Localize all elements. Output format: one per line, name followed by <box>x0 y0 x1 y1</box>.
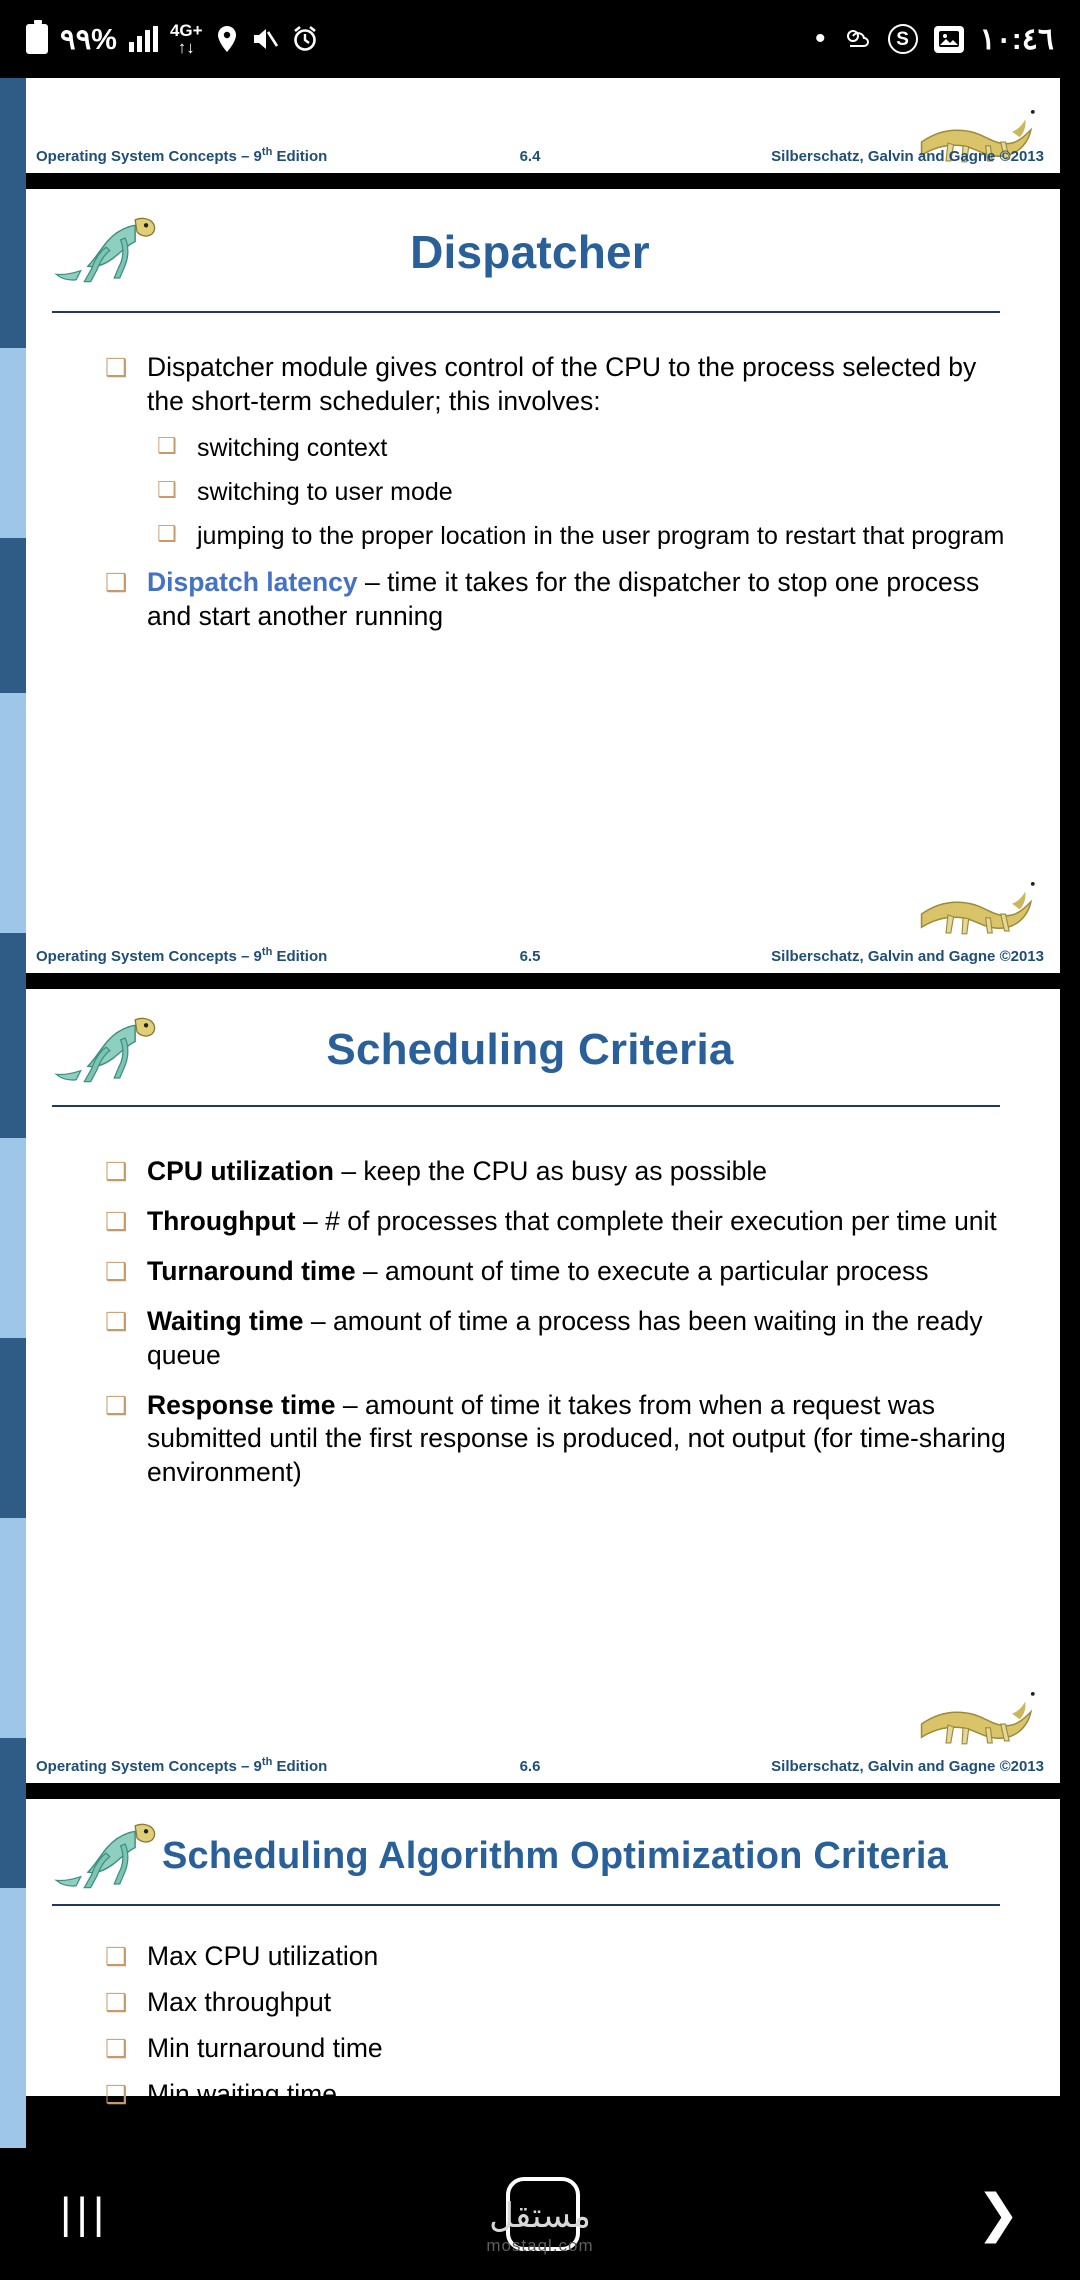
back-button[interactable]: ❯ <box>976 2185 1020 2243</box>
slide-title: Dispatcher <box>410 226 650 278</box>
slide-gap <box>0 176 1080 186</box>
slide-title: Scheduling Algorithm Optimization Criteria <box>161 1835 949 1877</box>
battery-percent-label: ٩٩% <box>60 23 117 56</box>
slide-dispatcher[interactable] <box>0 186 1060 976</box>
footer-left-label: Operating System Concepts – 9th Edition <box>36 146 328 165</box>
recents-button[interactable]: ||| <box>60 2189 110 2238</box>
bullet-text: – amount of time a process has been waiting in the ready queue <box>147 1305 983 1370</box>
bullet-marker-icon: ❑ <box>105 353 128 382</box>
footer-page-number: 6.4 <box>519 148 541 165</box>
bullet-marker-icon: ❑ <box>157 433 177 459</box>
bullet-text: switching to user mode <box>197 477 453 506</box>
footer-right-label: Silberschatz, Galvin and Gagne ©2013 <box>771 148 1044 165</box>
bullet-marker-icon: ❑ <box>157 477 177 503</box>
dinosaur-logo-icon <box>48 207 166 289</box>
pdf-viewport[interactable] <box>0 78 1080 2148</box>
bullet-marker-icon: ❑ <box>105 1987 128 2017</box>
slide-gap <box>0 976 1080 986</box>
bullet-item <box>105 351 1020 419</box>
footer-left-label: Operating System Concepts – 9th Edition <box>36 946 328 965</box>
network-4g-icon: 4G+ ↑↓ <box>169 21 203 57</box>
bullet-text: Max CPU utilization <box>147 1941 379 1971</box>
title-divider <box>52 1904 1000 1906</box>
bullet-text: Dispatcher module gives control of the CPU to the process selected by the short-term scheduler; this involves: <box>147 352 977 416</box>
location-icon <box>215 25 239 53</box>
bullet-marker-icon: ❑ <box>105 1942 128 1971</box>
signal-bars-icon <box>129 26 158 52</box>
bullet-text: Min turnaround time <box>147 2032 383 2063</box>
page-edge-rail <box>0 78 26 2148</box>
status-bar <box>0 0 1080 78</box>
bullet-text: – # of processes that complete their execution per time unit <box>295 1205 997 1236</box>
bullet-item <box>105 1940 1020 1974</box>
slide-body <box>0 351 1060 634</box>
status-bar-left <box>26 22 319 57</box>
bullet-marker-icon: ❑ <box>105 1206 128 1236</box>
status-bar-right <box>815 22 1054 57</box>
bullet-item <box>105 1205 1020 1239</box>
bullet-keyword: Dispatch latency <box>147 566 358 597</box>
footer-right-label: Silberschatz, Galvin and Gagne ©2013 <box>771 948 1044 965</box>
footer-left-label: Operating System Concepts – 9th Edition <box>36 1756 328 1775</box>
bullet-term: Turnaround time <box>147 1255 356 1286</box>
bullet-text: – keep the CPU as busy as possible <box>333 1156 768 1186</box>
alarm-icon <box>291 25 319 53</box>
bullet-item <box>105 1986 1020 2020</box>
bullet-term: CPU utilization <box>147 1156 334 1186</box>
watermark-site-label: mostaql.com <box>486 2236 594 2255</box>
slide-scheduling-criteria[interactable] <box>0 986 1060 1786</box>
bullet-item <box>105 1305 1020 1373</box>
slide-optimization-criteria[interactable] <box>0 1796 1060 2109</box>
bullet-text: – time it takes for the dispatcher to stop one process and start another running <box>147 566 980 631</box>
slide-6-4[interactable] <box>0 78 1060 176</box>
slide-body <box>0 1940 1060 2112</box>
bullet-marker-icon: ❑ <box>105 1306 128 1336</box>
title-divider <box>52 311 1000 313</box>
title-divider <box>52 1105 1000 1107</box>
slide-footer <box>0 137 1060 165</box>
dinosaur-logo-icon <box>914 1675 1046 1749</box>
dinosaur-logo-icon <box>48 1007 166 1089</box>
bullet-marker-icon: ❑ <box>105 1157 128 1186</box>
dinosaur-logo-icon <box>914 865 1046 939</box>
bullet-text: Min waiting time <box>147 2078 337 2109</box>
system-navigation-bar <box>0 2148 1080 2280</box>
weather-icon <box>842 26 872 52</box>
footer-right-label: Silberschatz, Galvin and Gagne ©2013 <box>771 1758 1044 1775</box>
mute-icon <box>251 26 279 52</box>
slide-footer <box>0 937 1060 965</box>
bullet-marker-icon: ❑ <box>105 2033 128 2063</box>
bullet-item <box>105 1255 1020 1289</box>
clock-label: ١٠:٤٦ <box>979 22 1054 56</box>
bullet-item <box>105 2078 1020 2112</box>
footer-page-number: 6.6 <box>519 1758 541 1775</box>
bullet-item <box>105 1155 1020 1189</box>
bullet-marker-icon: ❑ <box>105 2079 128 2109</box>
slide-body <box>0 1155 1060 1490</box>
bullet-text: Max throughput <box>147 1986 332 2017</box>
bullet-item <box>105 1389 1020 1491</box>
skype-icon: S <box>888 24 918 54</box>
bullet-text: switching context <box>197 433 388 462</box>
dot-icon: • <box>815 22 826 55</box>
bullet-text: – amount of time it takes from when a request was submitted until the first response is produced, not output (for time-sharing environment) <box>147 1389 1006 1488</box>
bullet-marker-icon: ❑ <box>105 1390 128 1420</box>
dinosaur-logo-icon <box>48 1813 166 1895</box>
bullet-term: Response time <box>147 1389 336 1420</box>
battery-icon <box>26 24 48 54</box>
bullet-marker-icon: ❑ <box>157 521 177 547</box>
gallery-icon <box>934 26 964 53</box>
bullet-item <box>105 566 1020 634</box>
footer-page-number: 6.5 <box>519 948 541 965</box>
slide-title: Scheduling Criteria <box>326 1025 734 1074</box>
bullet-item <box>105 2032 1020 2066</box>
bullet-marker-icon: ❑ <box>105 567 128 597</box>
bullet-item <box>157 432 1020 464</box>
bullet-text: – amount of time to execute a particular process <box>355 1255 929 1286</box>
watermark-arabic-label: مستقل <box>489 2196 591 2236</box>
bullet-term: Waiting time <box>147 1305 304 1336</box>
home-button[interactable] <box>506 2177 580 2251</box>
bullet-term: Throughput <box>147 1205 296 1236</box>
bullet-marker-icon: ❑ <box>105 1256 128 1286</box>
slide-gap <box>0 1786 1080 1796</box>
bullet-item <box>157 476 1020 508</box>
bullet-text: jumping to the proper location in the user program to restart that program <box>197 521 1005 550</box>
bullet-item <box>157 520 1020 552</box>
slide-footer <box>0 1747 1060 1775</box>
